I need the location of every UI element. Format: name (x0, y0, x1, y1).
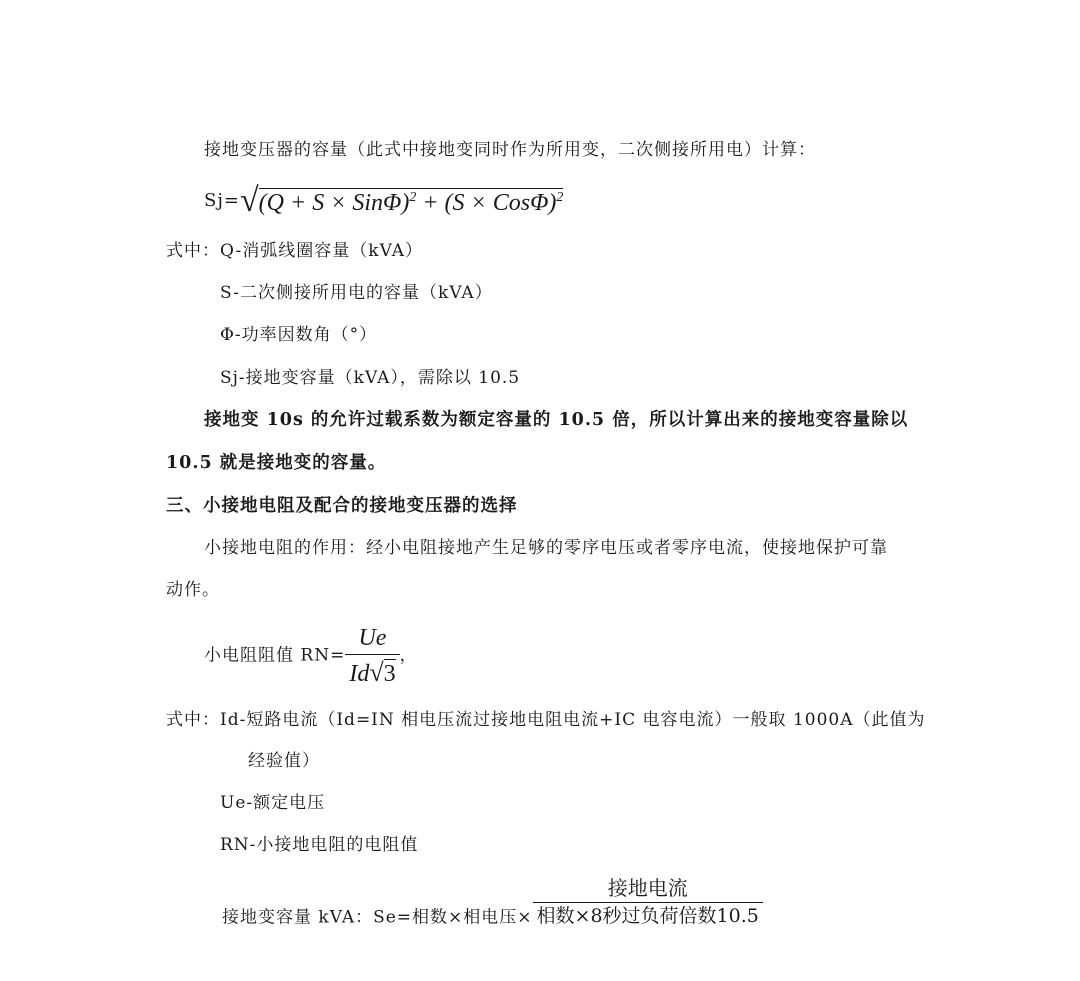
formula-sj-term-b: (S × CosΦ) (444, 189, 557, 216)
formula-sj-term-a: (Q + S × SinΦ) (258, 189, 410, 216)
def-q: Q-消弧线圈容量（kVA） (220, 241, 424, 261)
formula-sj-plus: + (416, 189, 445, 216)
formula-se-denominator: 相数×8秒过负荷倍数10.5 (533, 902, 763, 926)
formula-rn-fraction (345, 626, 399, 686)
def-rn: RN-小接地电阻的电阻值 (220, 835, 419, 855)
formula-rn-numerator: Ue (358, 625, 387, 651)
bold-note-line1: 接地变 10s 的允许过载系数为额定容量的 10.5 倍，所以计算出来的接地变容量除以 (204, 410, 909, 430)
defs1-lead: 式中： (166, 241, 220, 261)
defs1-line-q (166, 243, 423, 260)
formula-sj-exp-a: 2 (409, 189, 417, 205)
paragraph-capacity-intro: 接地变压器的容量（此式中接地变同时作为所用变，二次侧接所用电）计算： (204, 140, 816, 160)
formula-rn-tail: ， (399, 645, 418, 666)
formula-se-numerator: 接地电流 (607, 876, 688, 900)
formula-se-lhs: 接地变容量 kVA：Se=相数×相电压× (222, 907, 533, 928)
def-s: S-二次侧接所用电的容量（kVA） (220, 283, 493, 303)
def-phi: Φ-功率因数角（°） (220, 325, 378, 345)
paragraph-resistor-role-line2: 动作。 (166, 580, 220, 600)
section-heading: 三、小接地电阻及配合的接地变压器的选择 (166, 496, 518, 516)
formula-sj-radicand (259, 188, 564, 215)
formula-rn (204, 625, 418, 687)
defs2-line-id (166, 712, 926, 729)
radical-icon: √ (240, 182, 259, 219)
paragraph-resistor-role-line1: 小接地电阻的作用：经小电阻接地产生足够的零序电压或者零序电流，使接地保护可靠 (204, 538, 888, 558)
formula-rn-denominator (345, 654, 399, 686)
bold-note-line2: 10.5 就是接地变的容量。 (166, 453, 387, 473)
formula-sj (204, 184, 563, 224)
formula-se (222, 878, 763, 942)
def-id-line2: 经验值） (248, 751, 320, 771)
defs2-lead: 式中： (166, 710, 220, 730)
formula-rn-den-id: Id (349, 661, 370, 687)
def-id-line1: Id-短路电流（Id=IN 相电压流过接地电阻电流+IC 电容电流）一般取 1000A（此值为 (220, 710, 926, 730)
def-ue: Ue-额定电压 (220, 793, 326, 813)
formula-rn-lhs: 小电阻阻值 RN= (204, 645, 346, 666)
formula-sj-lhs: Sj= (204, 190, 240, 211)
formula-se-fraction (533, 878, 763, 926)
radical-icon: √ (369, 658, 384, 687)
formula-rn-den-3: 3 (383, 661, 396, 687)
def-sj: Sj-接地变容量（kVA），需除以 10.5 (220, 368, 521, 388)
formula-sj-exp-b: 2 (556, 189, 564, 205)
